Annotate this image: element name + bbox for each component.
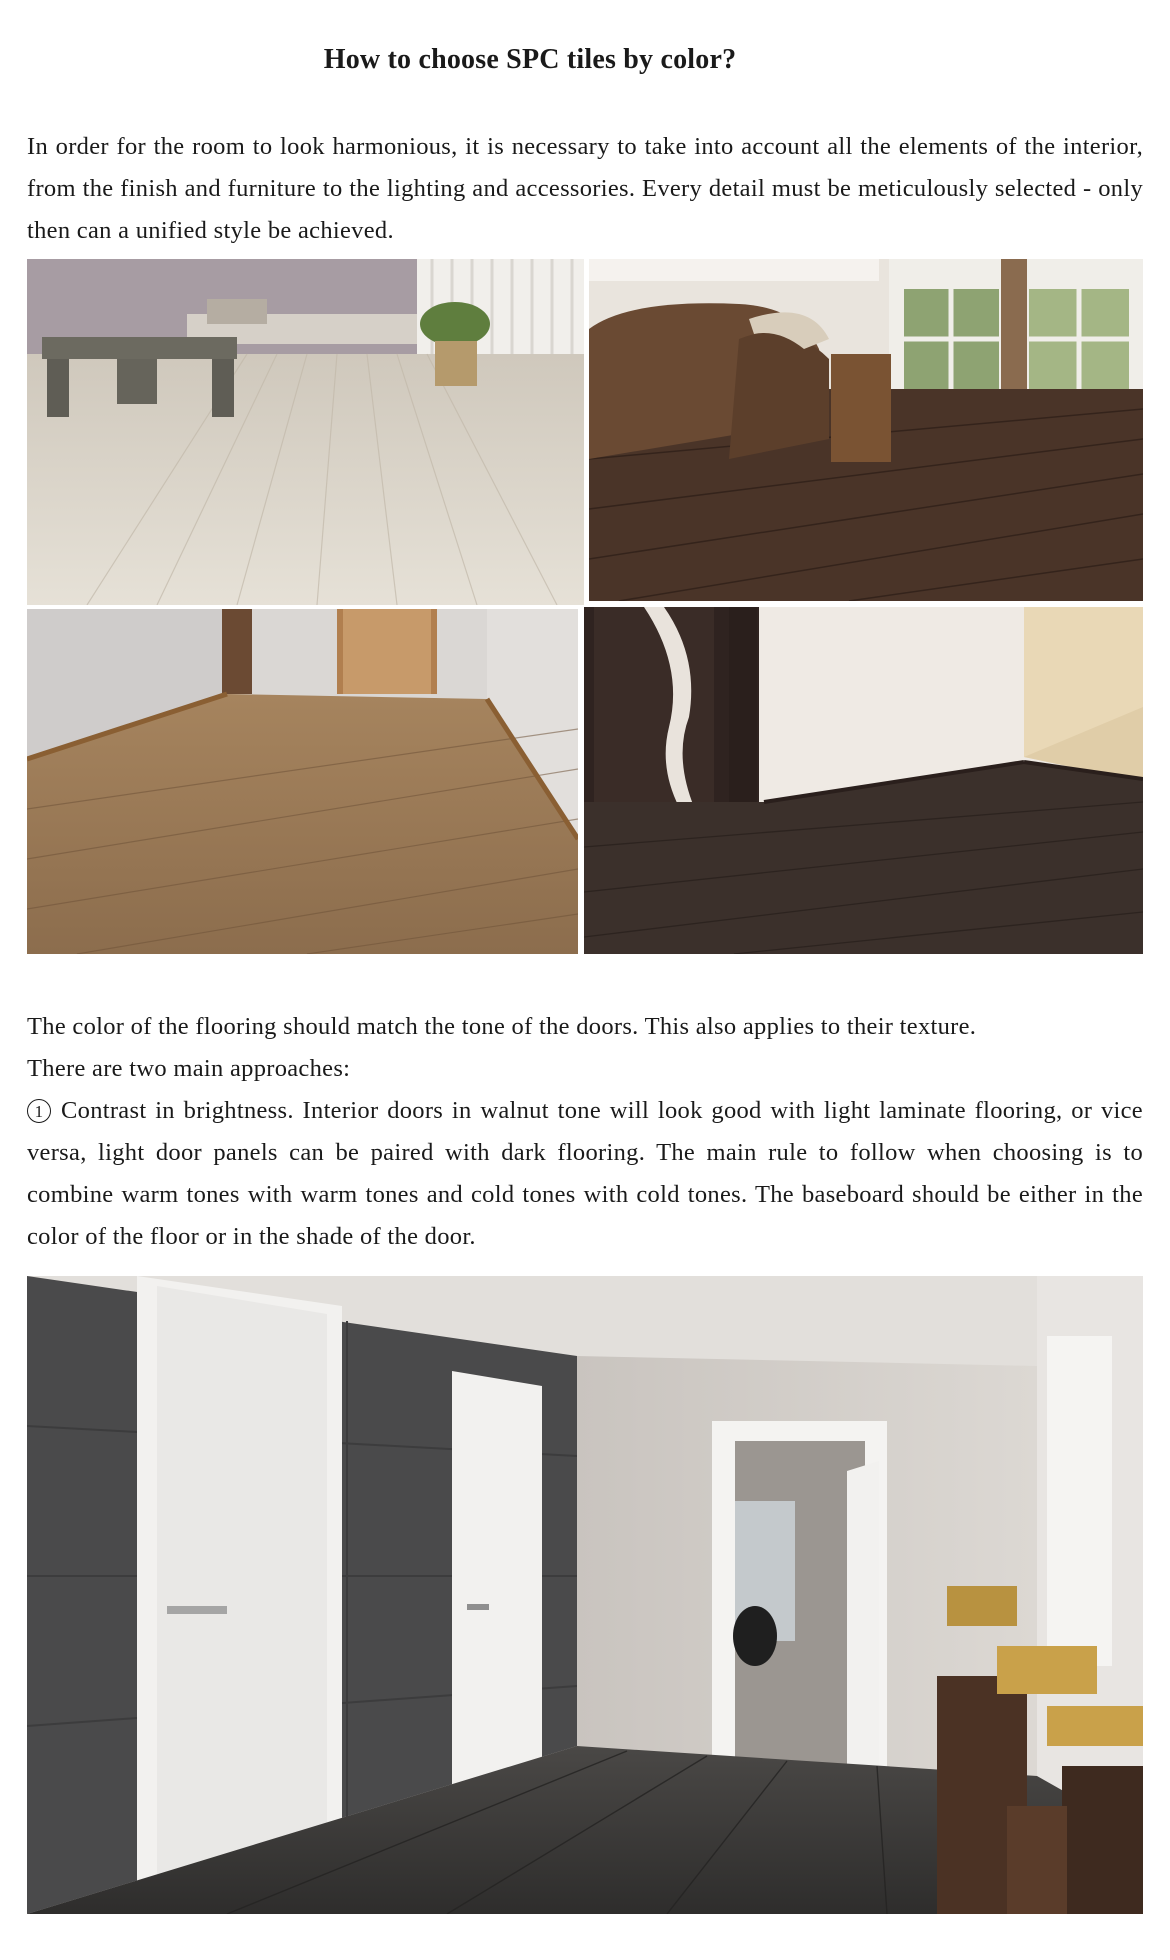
section-line-2: There are two main approaches:	[27, 1055, 351, 1082]
dark-wood-sofa-room-photo	[589, 259, 1143, 601]
section-line-1: The color of the flooring should match the tone of the doors. This also applies to their texture.	[27, 1013, 977, 1040]
medium-oak-hallway-photo	[27, 609, 578, 954]
intro-paragraph: In order for the room to look harmonious, it is necessary to take into account all the elements of the interior, from the finish and furniture to the lighting and accessories. Every detail must be meticulously selected - only then can a unified style be achieved.	[27, 133, 1143, 244]
white-doors-grey-hall-photo	[27, 1276, 1143, 1914]
page-title: How to choose SPC tiles by color?	[323, 44, 737, 75]
dark-floor-wenge-door-photo	[584, 607, 1143, 954]
list-item-text: Contrast in brightness. Interior doors in walnut tone will look good with light laminate flooring, or vice versa, light door panels can be paired with dark flooring. The main rule to follow when choosing is to combine warm tones with warm tones and cold tones with cold tones. The baseboard should be either in the color of the floor or in the shade of the door.	[27, 1097, 1143, 1250]
light-oak-living-room-photo	[27, 259, 584, 605]
door-matching-paragraph	[27, 1006, 1143, 1258]
list-item-contrast	[27, 1090, 1143, 1258]
circled-number-marker: 1	[27, 1099, 51, 1123]
